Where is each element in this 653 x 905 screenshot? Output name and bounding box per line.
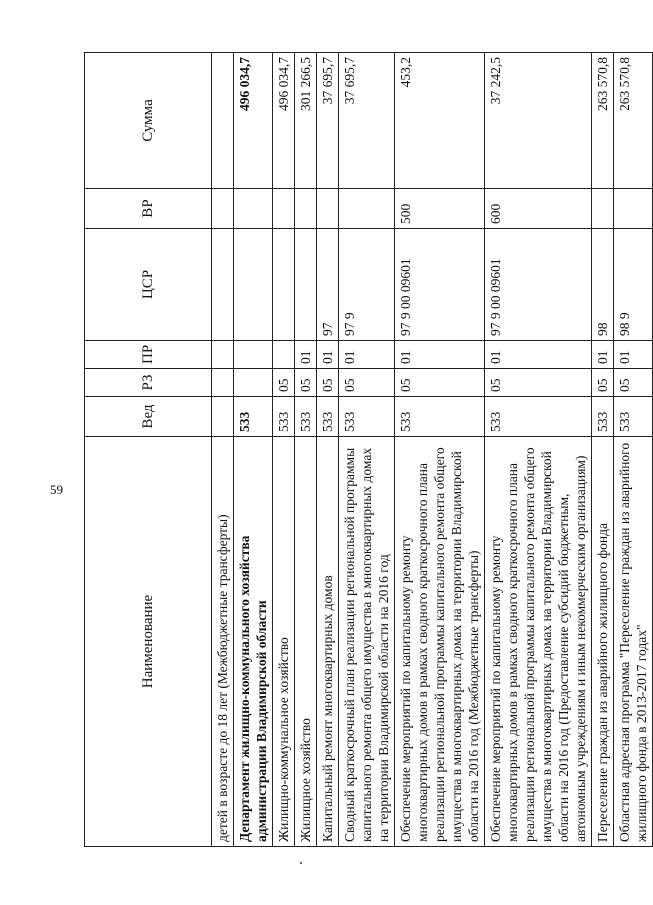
header-pr: ПР (85, 341, 212, 369)
cell-csr (295, 229, 317, 341)
cell-ved: 533 (295, 397, 317, 437)
cell-name: Обеспечение мероприятий по капитальному ремонту многоквартирных домов в рамках сводного краткосрочного плана реализации региональной программы капитального ремонта общего имущества в многоквартирных домах на территории Владимирской области на 2016 год (Предоставление субсидий бюджетным, автономным учреждениям и иным некоммерческим организациям) (485, 437, 592, 847)
cell-vr (273, 189, 295, 229)
cell-pr: 01 (614, 341, 653, 369)
cell-csr: 98 9 (614, 229, 653, 341)
cell-pr (212, 341, 234, 369)
cell-rz (212, 369, 234, 397)
cell-pr: 01 (485, 341, 592, 369)
table-row (592, 53, 614, 847)
cell-csr: 98 (592, 229, 614, 341)
cell-pr: 01 (395, 341, 485, 369)
table-row (485, 53, 592, 847)
cell-rz: 05 (614, 369, 653, 397)
cell-name: Капитальный ремонт многоквартирных домов (317, 437, 339, 847)
header-rz: РЗ (85, 369, 212, 397)
cell-pr (234, 341, 273, 369)
cell-vr (317, 189, 339, 229)
cell-rz: 05 (339, 369, 395, 397)
cell-sum: 37 242,5 (485, 53, 592, 189)
table-row (395, 53, 485, 847)
page-number: 59 (50, 482, 63, 497)
cell-sum: 496 034,7 (234, 53, 273, 189)
cell-csr: 97 9 (339, 229, 395, 341)
table-row (317, 53, 339, 847)
cell-vr (212, 189, 234, 229)
table-row (295, 53, 317, 847)
table-row (339, 53, 395, 847)
cell-rz: 05 (395, 369, 485, 397)
budget-table (84, 52, 653, 847)
cell-csr: 97 9 00 09601 (485, 229, 592, 341)
cell-rz (234, 369, 273, 397)
cell-rz: 05 (592, 369, 614, 397)
table-row (273, 53, 295, 847)
cell-sum: 301 266,5 (295, 53, 317, 189)
cell-csr: 97 (317, 229, 339, 341)
cell-rz: 05 (295, 369, 317, 397)
cell-ved: 533 (592, 397, 614, 437)
header-csr: ЦСР (85, 229, 212, 341)
cell-sum (212, 53, 234, 189)
cell-name: Департамент жилищно-коммунального хозяйства администрации Владимирской области (234, 437, 273, 847)
cell-vr (339, 189, 395, 229)
header-sum: Сумма (85, 53, 212, 189)
cell-ved: 533 (614, 397, 653, 437)
cell-name: Жилищно-коммунальное хозяйство (273, 437, 295, 847)
cell-pr: 01 (339, 341, 395, 369)
cell-name: Областная адресная программа "Переселение граждан из аварийного жилищного фонда в 2013-2017 годах" (614, 437, 653, 847)
table-header-row (85, 53, 212, 847)
cell-ved: 533 (234, 397, 273, 437)
cell-sum: 37 695,7 (339, 53, 395, 189)
table-row (212, 53, 234, 847)
cell-csr (273, 229, 295, 341)
cell-sum: 496 034,7 (273, 53, 295, 189)
cell-vr (592, 189, 614, 229)
cell-name: Обеспечение мероприятий по капитальному ремонту многоквартирных домов в рамках сводного краткосрочного плана реализации региональной программы капитального ремонта общего имущества в многоквартирных домах на территории Владимирской области на 2016 год (Межбюджетные трансферты) (395, 437, 485, 847)
cell-sum: 453,2 (395, 53, 485, 189)
cell-sum: 263 570,8 (592, 53, 614, 189)
cell-csr (234, 229, 273, 341)
cell-ved (212, 397, 234, 437)
cell-vr (234, 189, 273, 229)
header-ved: Вед (85, 397, 212, 437)
cell-rz: 05 (317, 369, 339, 397)
cell-pr (273, 341, 295, 369)
table-row (614, 53, 653, 847)
cell-vr: 500 (395, 189, 485, 229)
cell-name: детей в возрасте до 18 лет (Межбюджетные трансферты) (212, 437, 234, 847)
cell-pr: 01 (317, 341, 339, 369)
cell-vr (614, 189, 653, 229)
cell-pr: 01 (592, 341, 614, 369)
cell-vr (295, 189, 317, 229)
cell-name: Сводный краткосрочный план реализации региональной программы капитального ремонта общего имущества в многоквартирных домах на территории Владимирской области на 2016 год (339, 437, 395, 847)
header-name: Наименование (85, 437, 212, 847)
cell-ved: 533 (317, 397, 339, 437)
cell-ved: 533 (273, 397, 295, 437)
cell-sum: 37 695,7 (317, 53, 339, 189)
cell-rz: 05 (273, 369, 295, 397)
cell-ved: 533 (395, 397, 485, 437)
cell-rz: 05 (485, 369, 592, 397)
cell-name: Переселение граждан из аварийного жилищного фонда (592, 437, 614, 847)
cell-csr: 97 9 00 09601 (395, 229, 485, 341)
table-row (234, 53, 273, 847)
header-vr: ВР (85, 189, 212, 229)
cell-name: Жилищное хозяйство (295, 437, 317, 847)
cell-ved: 533 (339, 397, 395, 437)
cell-pr: 01 (295, 341, 317, 369)
cell-vr: 600 (485, 189, 592, 229)
cell-csr (212, 229, 234, 341)
cell-sum: 263 570,8 (614, 53, 653, 189)
cell-ved: 533 (485, 397, 592, 437)
